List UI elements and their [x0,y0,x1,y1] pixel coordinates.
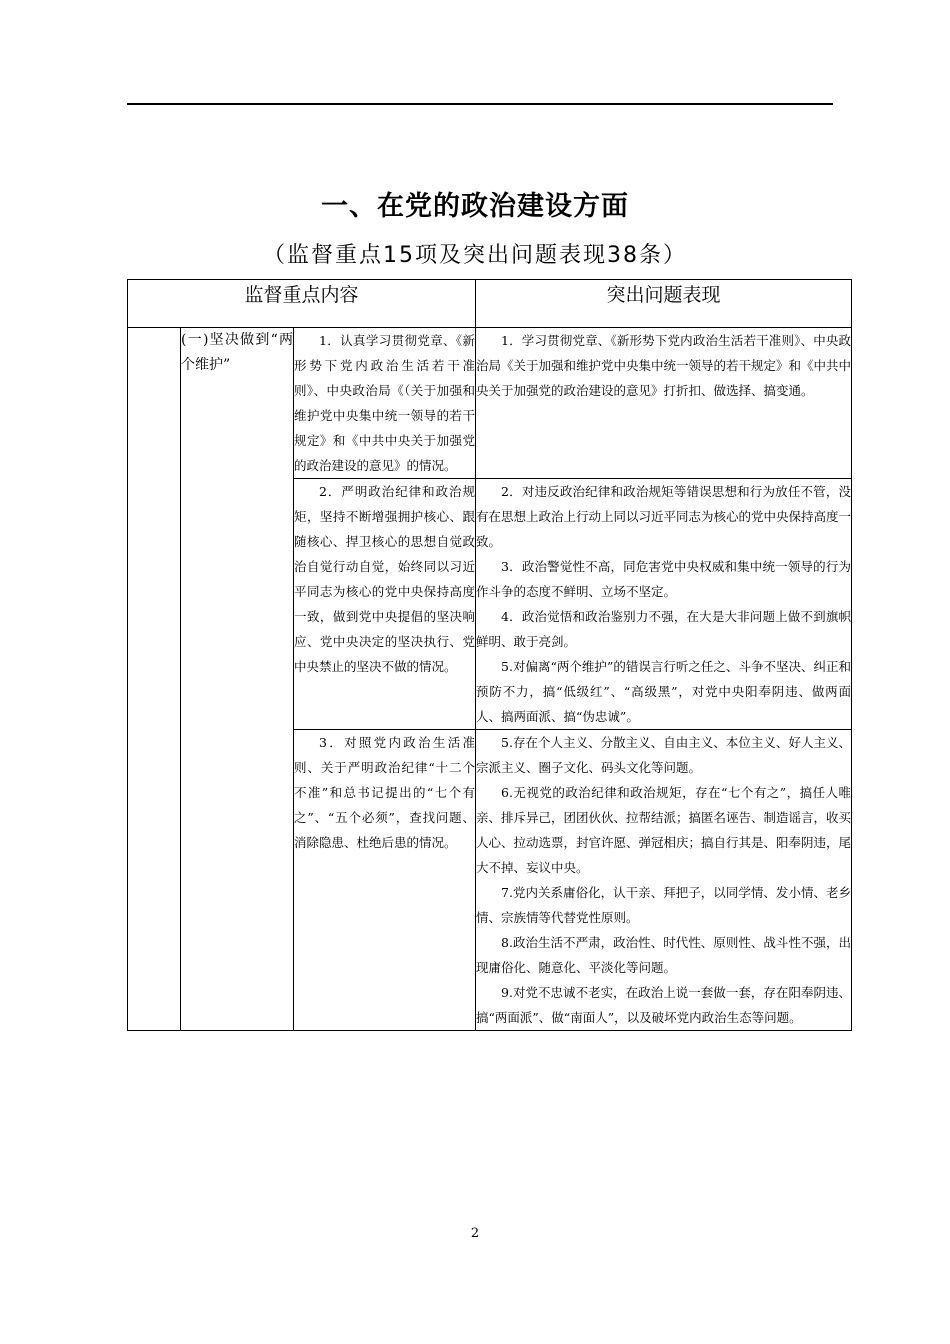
header-rule [127,103,833,105]
focus-cell [294,479,476,730]
problem-item: 5.对偏离“两个维护”的错误言行听之任之、斗争不坚决、纠正和预防不力，搞“低级红”、“高级黑”，对党中央阳奉阴违、做两面人、搞两面派、搞“伪忠诚”。 [476,659,852,724]
focus-text: 1．认真学习贯彻党章、《新形势下党内政治生活若干准则》、中央政治局《（关于加强和维护党中央集中统一领导的若干规定》和《中共中央关于加强党的政治建设的意见》的情况。 [294,333,476,473]
problems-cell [476,730,852,1031]
blank-index-cell [128,328,181,1031]
problem-item: 5.存在个人主义、分散主义、自由主义、本位主义、好人主义、宗派主义、圈子文化、码头文化等问题。 [476,735,852,775]
table-header-row [128,280,852,328]
page-number: 2 [470,1226,480,1241]
problems-cell [476,328,852,479]
focus-text: 2．严明政治纪律和政治规矩，坚持不断增强拥护核心、跟随核心、捍卫核心的思想自觉政治自觉行动自觉，始终同以习近平同志为核心的党中央保持高度一致，做到党中央提倡的坚决响应、党中央决定的坚决执行、党中央禁止的坚决不做的情况。 [294,484,476,674]
section-title: 一、在党的政治建设方面 [321,191,629,222]
header-focus: 监督重点内容 [128,280,476,328]
problem-item: 3．政治警觉性不高，同危害党中央权威和集中统一领导的行为作斗争的态度不鲜明、立场不坚定。 [476,559,852,599]
problem-item: 2．对违反政治纪律和政治规矩等错误思想和行为放任不管，没有在思想上政治上行动上同以习近平同志为核心的党中央保持高度一致。 [476,484,852,549]
problem-item: 6.无视党的政治纪律和政治规矩，存在“七个有之”，搞任人唯亲、排斥异己，团团伙伙、拉帮结派；搞匿名诬告、制造谣言，收买人心、拉动选票，封官许愿、弹冠相庆；搞自行其是、阳奉阴违，尾大不掉、妄议中央。 [476,785,852,875]
supervision-table [127,279,852,1031]
category-cell: (一)坚决做到“两个维护” [181,328,294,1031]
problem-item: 9.对党不忠诚不老实，在政治上说一套做一套，存在阳奉阴违、搞“两面派”、做“南面人”，以及破坏党内政治生态等问题。 [476,985,852,1025]
section-subtitle: （监督重点15项及突出问题表现38条） [263,243,687,268]
focus-text: 3．对照党内政治生活准则、关于严明政治纪律“十二个不准”和总书记提出的“七个有之”、“五个必须”，查找问题、消除隐患、杜绝后患的情况。 [294,735,476,850]
focus-cell [294,730,476,1031]
problem-item: 7.党内关系庸俗化，认干亲、拜把子，以同学情、发小情、老乡情、宗族情等代替党性原则。 [476,885,852,925]
problem-item: 8.政治生活不严肃，政治性、时代性、原则性、战斗性不强，出现庸俗化、随意化、平淡化等问题。 [476,935,852,975]
header-problems: 突出问题表现 [476,280,852,328]
problem-item: 4．政治觉悟和政治鉴别力不强，在大是大非问题上做不到旗帜鲜明、敢于亮剑。 [476,609,852,649]
problem-item: 1．学习贯彻党章、《新形势下党内政治生活若干准则》、中央政治局《关于加强和维护党中央集中统一领导的若干规定》和《中共中央关于加强党的政治建设的意见》打折扣、做选择、搞变通。 [476,333,852,398]
focus-cell [294,328,476,479]
table-row [128,328,852,479]
problems-cell [476,479,852,730]
